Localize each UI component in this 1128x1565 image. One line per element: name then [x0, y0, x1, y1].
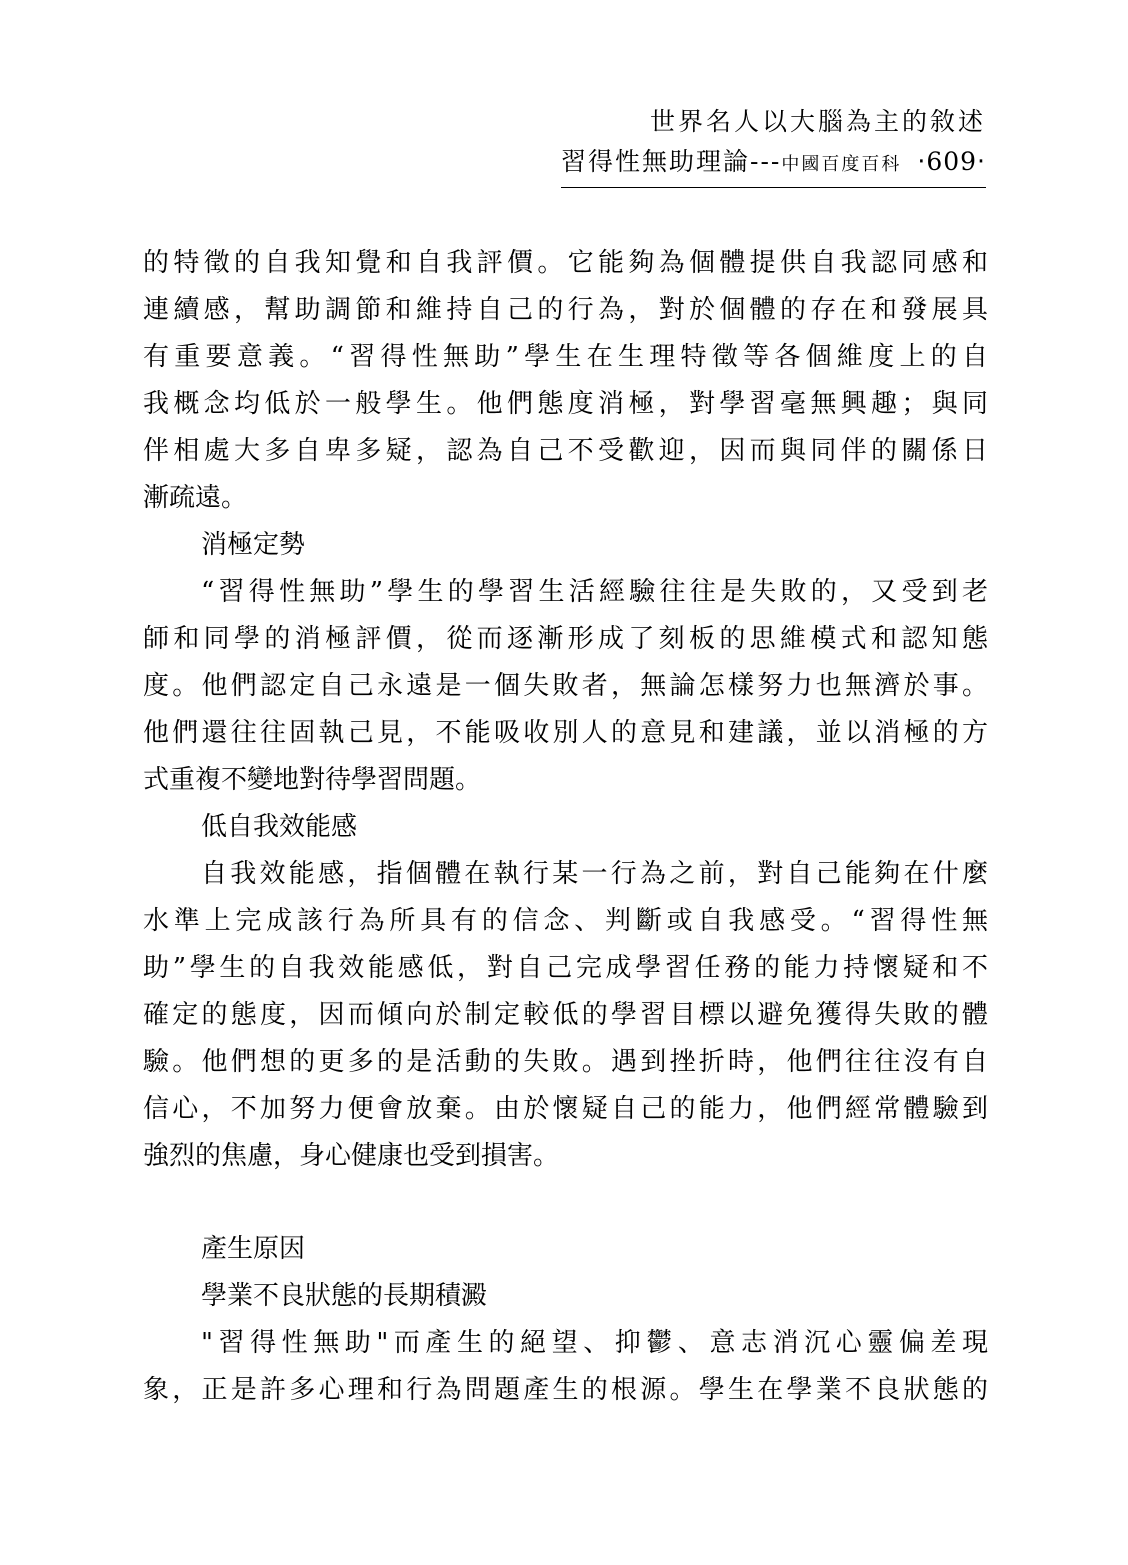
text-line: 式重複不變地對待學習問題。: [143, 765, 482, 795]
header-subtitle-main: 習得性無助理論---: [561, 147, 782, 176]
text-line: 自我效能感，指個體在執行某一行為之前，對自己能夠在什麼: [201, 859, 988, 889]
header-title: 世界名人以大腦為主的敘述: [649, 107, 986, 136]
paragraph-negative-mindset: [143, 569, 988, 804]
text-line: 確定的態度，因而傾向於制定較低的學習目標以避免獲得失敗的體: [143, 1000, 988, 1030]
text-line: "習得性無助"而產生的絕望、抑鬱、意志消沉心靈偏差現: [201, 1328, 988, 1358]
text-line: 水準上完成該行為所具有的信念、判斷或自我感受。“習得性無: [143, 906, 988, 936]
text-line: 伴相處大多自卑多疑，認為自己不受歡迎，因而與同伴的關係日: [143, 436, 988, 466]
text-line: 有重要意義。“習得性無助”學生在生理特徵等各個維度上的自: [143, 342, 988, 372]
section-heading-causes: 產生原因: [201, 1234, 306, 1264]
paragraph-causes: [143, 1320, 988, 1414]
body-text: [143, 240, 988, 1414]
text-line: 助”學生的自我效能感低，對自己完成學習任務的能力持懷疑和不: [143, 953, 988, 983]
text-line: 漸疏遠。: [143, 483, 248, 513]
text-line: 驗。他們想的更多的是活動的失敗。遇到挫折時，他們往往沒有自: [143, 1047, 988, 1077]
text-line: 度。他們認定自己永遠是一個失敗者，無論怎樣努力也無濟於事。: [143, 671, 988, 701]
text-line: 的特徵的自我知覺和自我評價。它能夠為個體提供自我認同感和: [143, 248, 988, 278]
paragraph-low-self-efficacy: [143, 851, 988, 1180]
section-heading-negative-mindset: 消極定勢: [201, 530, 306, 560]
text-line: 連續感，幫助調節和維持自己的行為，對於個體的存在和發展具: [143, 295, 988, 325]
paragraph-self-concept: [143, 240, 988, 522]
section-heading-low-self-efficacy: 低自我效能感: [201, 812, 358, 842]
section-spacer: [143, 1180, 988, 1226]
header-subtitle-source: 中國百度百科: [781, 154, 902, 175]
page-number: ‧609‧: [917, 147, 986, 176]
text-line: “習得性無助”學生的學習生活經驗往往是失敗的，又受到老: [201, 577, 988, 607]
text-line: 師和同學的消極評價，從而逐漸形成了刻板的思維模式和認知態: [143, 624, 988, 654]
text-line: 象，正是許多心理和行為問題產生的根源。學生在學業不良狀態的: [143, 1375, 988, 1405]
section-heading-academic-underachievement: 學業不良狀態的長期積澱: [201, 1281, 488, 1311]
header-subtitle: [561, 142, 986, 188]
text-line: 強烈的焦慮，身心健康也受到損害。: [143, 1141, 560, 1171]
page-header: [561, 102, 986, 188]
text-line: 信心，不加努力便會放棄。由於懷疑自己的能力，他們經常體驗到: [143, 1094, 988, 1124]
text-line: 我概念均低於一般學生。他們態度消極，對學習毫無興趣；與同: [143, 389, 988, 419]
text-line: 他們還往往固執己見，不能吸收別人的意見和建議，並以消極的方: [143, 718, 988, 748]
